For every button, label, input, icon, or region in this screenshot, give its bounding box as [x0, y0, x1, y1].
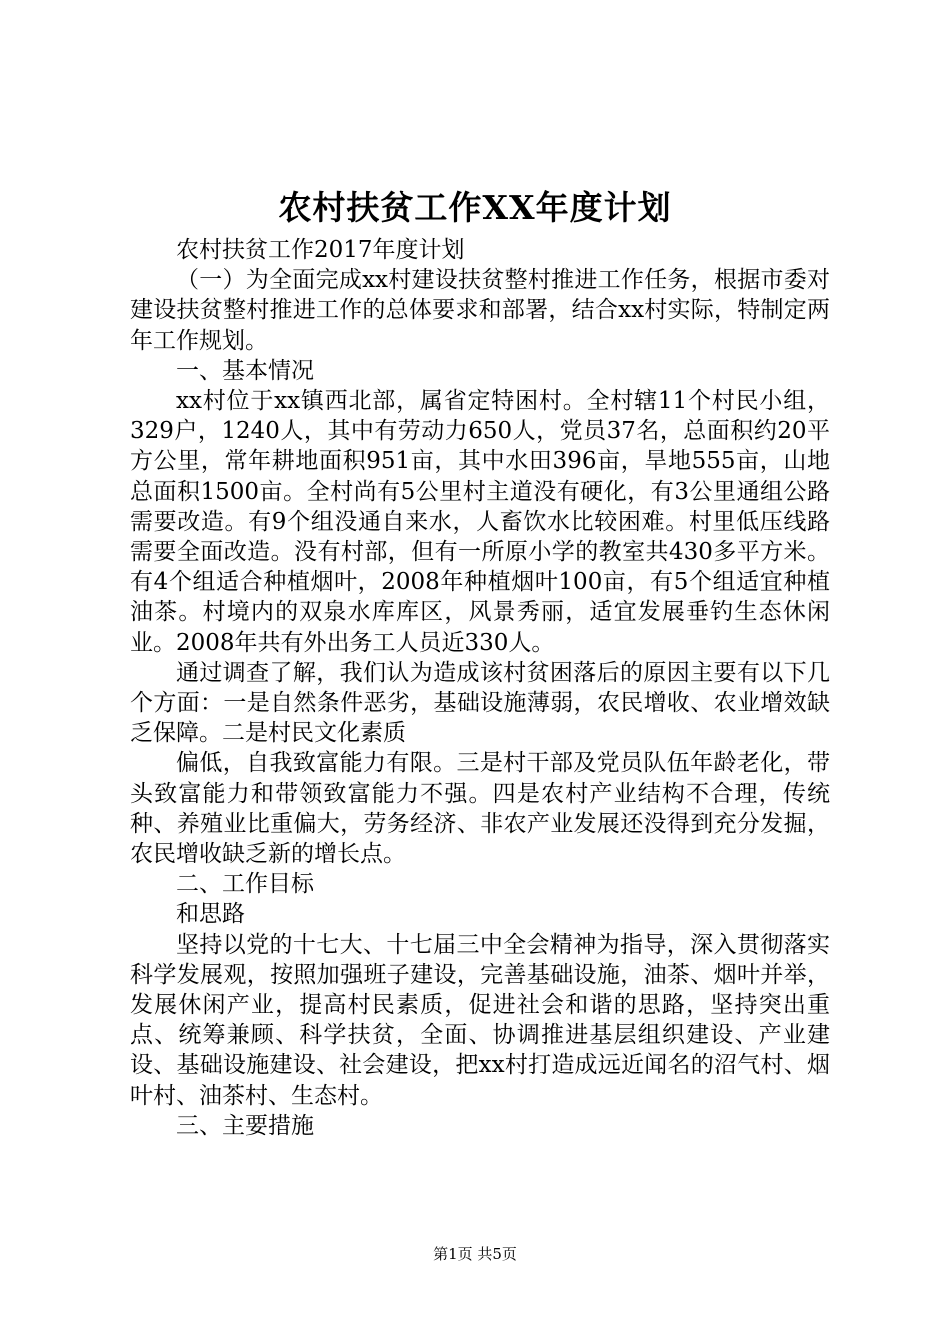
document-title: 农村扶贫工作XX年度计划	[278, 188, 672, 227]
section-heading-basic-situation: 一、基本情况	[176, 357, 314, 384]
paragraph-subtitle: 农村扶贫工作2017年度计划	[176, 237, 465, 263]
document-body	[130, 235, 830, 1141]
paragraph-intro: （一）为全面完成xx村建设扶贫整村推进工作任务，根据市委对建设扶贫整村推进工作的总体要求和部署，结合xx村实际，特制定两年工作规划。	[130, 267, 830, 354]
section-heading-measures: 三、主要措施	[176, 1112, 314, 1139]
section-heading-goals-continued: 和思路	[176, 901, 245, 928]
paragraph-causes: 通过调查了解，我们认为造成该村贫困落后的原因主要有以下几个方面：一是自然条件恶劣，基础设施薄弱，农民增收、农业增效缺乏保障。二是村民文化素质	[130, 659, 830, 747]
paragraph-basic-situation: xx村位于xx镇西北部，属省定特困村。全村辖11个村民小组，329户，1240人，其中有劳动力650人，党员37名，总面积约20平方公里，常年耕地面积951亩，其中水田396亩，旱地555亩，山地总面积1500亩。全村尚有5公里村主道没有硬化，有3公里通组公路需要改造。有9个组没通自来水，人畜饮水比较困难。村里低压线路需要全面改造。没有村部，但有一所原小学的教室共430多平方米。有4个组适合种植烟叶，2008年种植烟叶100亩，有5个组适宜种植油茶。村境内的双泉水库库区，风景秀丽，适宜发展垂钓生态休闲业。2008年共有外出务工人员近330人。	[130, 388, 830, 656]
section-heading-goals: 二、工作目标	[176, 871, 314, 898]
paragraph-causes-continued: 偏低，自我致富能力有限。三是村干部及党员队伍年龄老化，带头致富能力和带领致富能力不强。四是农村产业结构不合理，传统种、养殖业比重偏大，劳务经济、非农产业发展还没得到充分发掘，农民增收缺乏新的增长点。	[130, 750, 830, 868]
page-number-footer: 第1页 共5页	[433, 1245, 517, 1263]
paragraph-goals: 坚持以党的十七大、十七届三中全会精神为指导，深入贯彻落实科学发展观，按照加强班子建设，完善基础设施，油茶、烟叶并举，发展休闲产业，提高村民素质，促进社会和谐的思路，坚持突出重点、统筹兼顾、科学扶贫，全面、协调推进基层组织建设、产业建设、基础设施建设、社会建设，把xx村打造成远近闻名的沼气村、烟叶村、油茶村、生态村。	[130, 931, 830, 1109]
